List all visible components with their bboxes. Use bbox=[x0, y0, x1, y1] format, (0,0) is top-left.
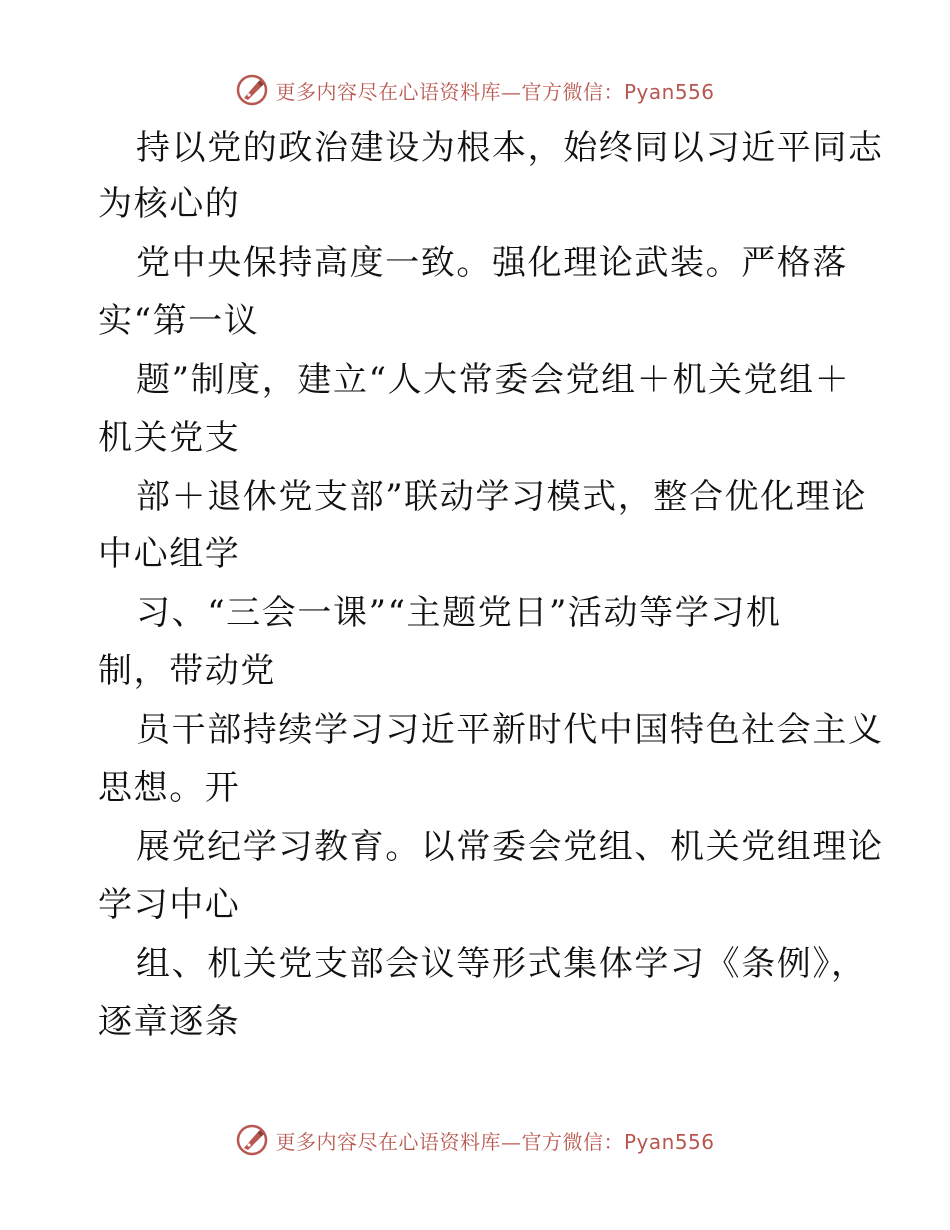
text-line: 员干部持续学习习近平新时代中国特色社会主义 bbox=[136, 710, 884, 750]
footer-wechat-id: Pyan556 bbox=[623, 1129, 715, 1154]
text-line: 持以党的政治建设为根本，始终同以习近平同志 bbox=[136, 128, 884, 168]
header-watermark-text: 更多内容尽在心语资料库—官方微信： bbox=[275, 79, 624, 104]
text-line: 部＋退休党支部”联动学习模式，整合优化理论 bbox=[136, 477, 867, 517]
text-line: 机关党支 bbox=[98, 418, 241, 458]
text-line: 逐章逐条 bbox=[98, 1002, 241, 1042]
footer-watermark-text: 更多内容尽在心语资料库—官方微信： bbox=[275, 1129, 624, 1154]
text-line: 学习中心 bbox=[98, 885, 241, 925]
pen-nib-circle-icon bbox=[235, 1123, 269, 1157]
text-line: 组、机关党支部会议等形式集体学习《条例》， bbox=[136, 944, 867, 984]
pen-nib-circle-icon bbox=[235, 73, 269, 107]
footer-watermark bbox=[0, 1120, 950, 1160]
header-wechat-id: Pyan556 bbox=[623, 79, 715, 104]
header-watermark bbox=[0, 70, 950, 110]
text-line: 党中央保持高度一致。强化理论武装。严格落 bbox=[136, 243, 848, 283]
text-line: 展党纪学习教育。以常委会党组、机关党组理论 bbox=[136, 827, 884, 867]
text-line: 习、“三会一课”“主题党日”活动等学习机 bbox=[136, 593, 782, 633]
text-line: 题”制度，建立“人大常委会党组＋机关党组＋ bbox=[136, 360, 851, 400]
text-line: 为核心的 bbox=[98, 184, 241, 224]
text-line: 思想。开 bbox=[98, 768, 241, 808]
text-line: 中心组学 bbox=[98, 534, 241, 574]
text-line: 制，带动党 bbox=[98, 651, 276, 691]
text-line: 实“第一议 bbox=[98, 301, 260, 341]
